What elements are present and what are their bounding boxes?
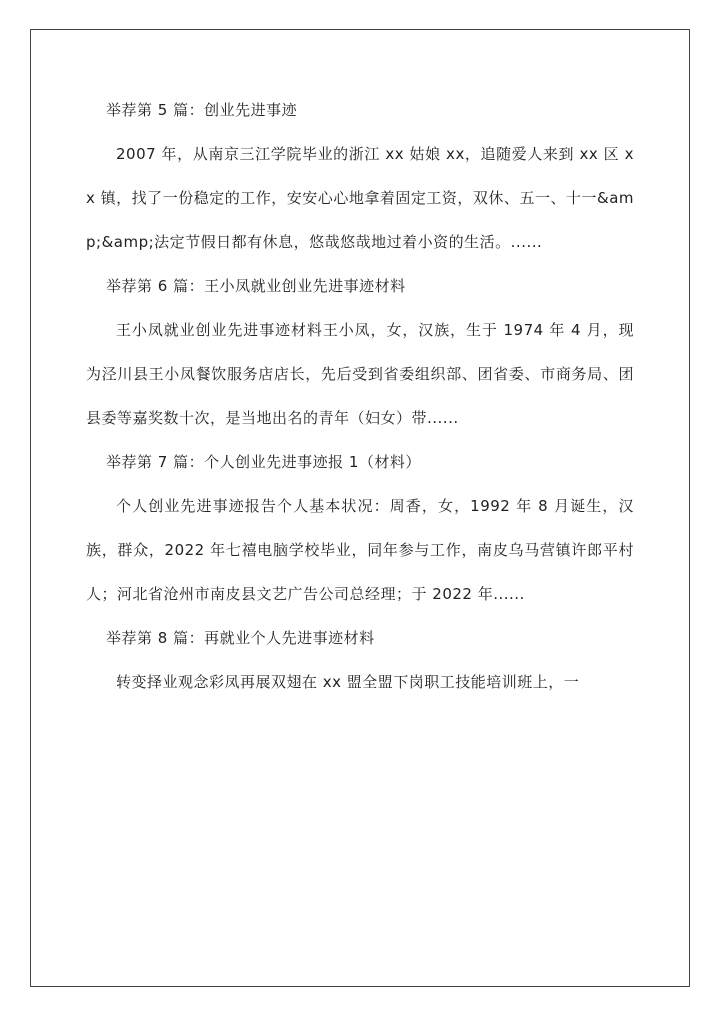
document-body xyxy=(86,88,634,704)
article-5-summary: 2007 年，从南京三江学院毕业的浙江 xx 姑娘 xx，追随爱人来到 xx 区 xx 镇，找了一份稳定的工作，安安心心地拿着固定工资，双休、五一、十一&amp;&amp;法定节假日都有休息，悠哉悠哉地过着小资的生活。...... xyxy=(86,145,634,251)
article-7-summary: 个人创业先进事迹报告个人基本状况：周香，女，1992 年 8 月诞生，汉族，群众，2022 年七禧电脑学校毕业，同年参与工作，南皮乌马营镇许郎平村人；河北省沧州市南皮县文艺广告公司总经理；于 2022 年...... xyxy=(86,497,634,603)
article-5-heading: 举荐第 5 篇：创业先进事迹 xyxy=(106,101,298,119)
article-6-summary: 王小凤就业创业先进事迹材料王小凤，女，汉族，生于 1974 年 4 月，现为泾川县王小凤餐饮服务店店长，先后受到省委组织部、团省委、市商务局、团县委等嘉奖数十次，是当地出名的青年（妇女）带...... xyxy=(86,321,634,427)
article-8-heading: 举荐第 8 篇：再就业个人先进事迹材料 xyxy=(106,629,375,647)
article-7-heading: 举荐第 7 篇：个人创业先进事迹报 1（材料） xyxy=(106,453,421,471)
article-8-summary: 转变择业观念彩凤再展双翅在 xx 盟全盟下岗职工技能培训班上，一 xyxy=(116,673,580,691)
article-6-heading: 举荐第 6 篇：王小凤就业创业先进事迹材料 xyxy=(106,277,406,295)
